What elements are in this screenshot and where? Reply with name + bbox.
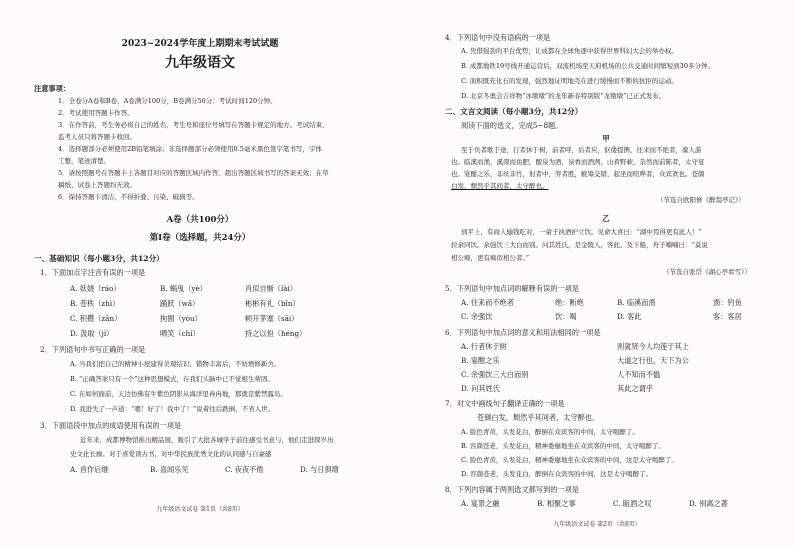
q1-option-d-1: D. 汲取（jí） <box>70 329 114 338</box>
q3-passage-line-1: 近年来，成都博物馆推出精品展，吸引了大批各城学子前往感受书意与，他们走进探岁历 <box>80 436 334 444</box>
q4-option-b: B. 成都地铁19号线开通运营后，双流机场至天府机场的公共交通时间缩短到30多分钟。 <box>461 62 714 70</box>
q3-option-a: A. 首作后继 <box>70 465 109 474</box>
q7-option-c: C. 脸色青黄，头发花白，精神委靡地坐在众宾客的中间，这是太守喝醉了。 <box>461 456 678 464</box>
q2-option-b: B. “正确答案只有一个”这种思想模式，在我们头脑中已不觉根生蒂固。 <box>70 375 275 383</box>
volume-a-heading: A卷（共100分） <box>166 215 234 225</box>
q7-option-a: A. 脸色青黄，头发花白，醉倒在众宾客的中间，太守喝醉了。 <box>461 428 639 436</box>
q5-option-b-text: B. 临溪而渔 <box>617 298 656 307</box>
q6-option-b-1: B. 宴酣之乐 <box>461 356 500 365</box>
q1-option-d-2: 哂笑（chǐ） <box>160 329 200 338</box>
q7-quote: 苍颜白发，颓然乎其间者，太守醉也。 <box>477 413 600 422</box>
note-4: 4．选择题部分必须使用2B铅笔填涂；非选择题部分必须使用0.5毫米黑色签字笔书写，字体 <box>58 145 322 153</box>
question-1: 1．下面加点字注音有误的一项是 <box>40 268 146 277</box>
passage-yi-label: 乙 <box>602 214 610 223</box>
subject-title: 九年级语文 <box>165 55 235 71</box>
q3-option-d: D. 与日俱增 <box>300 465 339 474</box>
note-5: 5．请按照题号在答题卡上各题目对应的答题区域内作答，超出答题区域书写的答案无效；在草 <box>58 169 329 177</box>
q1-option-c-3: 顿开茅塞（sāi） <box>245 314 299 323</box>
page-footer-right: 九年级语文试卷 第2页（共8页） <box>553 521 641 528</box>
q4-option-c: C. 面积既充化石的发现，强烈地证明地壳在进行缓慢而不断的抗拒的运动。 <box>461 77 678 85</box>
q4-option-a: A. 凭借强劲的平台优势，让成都在全球角逐中获得世界科幻大会的举办权。 <box>461 47 678 55</box>
q6-option-a-2: 则就贤今人均莲于其上 <box>617 342 689 351</box>
passage-jia-line-3: 也。宴酣之乐，非丝非竹，射者中，弈者胜，觥筹交错，起坐而喧哗者，众宾欢也。苍颜 <box>451 170 705 178</box>
question-6: 6．下列语句中加点词的意义和用法相同的一项是 <box>445 328 601 337</box>
q8-option-c: C. 瓯酒之叹 <box>613 499 652 508</box>
note-4-cont: 工整，笔迹清楚。 <box>58 157 110 165</box>
section-2-heading: 二、文言文阅读（每小题3分，共12分） <box>445 107 583 116</box>
q1-option-c-2: 拘囿（yòu） <box>160 314 202 323</box>
q1-option-c-1: C. 积攒（zǎn） <box>70 314 122 323</box>
note-1: 1．全卷分A卷和B卷，A卷满分100分，B卷满分50分；考试时间120分钟。 <box>58 97 277 105</box>
q6-option-c-2: 人不知而不愠 <box>617 370 661 379</box>
q1-option-b-3: 彬彬有礼（bīn） <box>245 299 300 308</box>
question-5: 5．下列语句中加点词的解释有误的一项是 <box>445 284 579 293</box>
q7-option-d: D. 容颜苍老，头发花白，醉倒在众宾客的中间，这是太守喝醉了。 <box>461 470 653 478</box>
note-5-cont: 稿纸、试卷上答题均无效。 <box>58 181 136 189</box>
q6-option-d-2: 其此之谓乎 <box>617 384 653 393</box>
note-3: 3．在作答前，考生务必将自己的姓名，考生号和座位号填写在答题卡规定的地方。考试结束， <box>58 121 329 129</box>
note-3-cont: 监考人员只将答题卡收回。 <box>58 133 136 141</box>
q5-option-b-gloss: 渔：钓鱼 <box>713 298 742 307</box>
question-2: 2．下列语句中书写正确的一项是 <box>40 345 146 354</box>
q3-option-c: C. 夜夜不倦 <box>225 465 264 474</box>
note-2: 2．考试使用答题卡作答。 <box>58 109 134 117</box>
q6-option-b-2: 大道之行也，天下为公 <box>617 356 689 365</box>
passage-yi-line-1: 到平上，有商人输钱吃对，一童子执酒护立饮。见命大喜曰：“湖中焉得更有此人！” <box>461 228 702 236</box>
passage-yi-line-2: 拉余同饮。余强饮三大白而别。问其姓氏，是金陵人，客此。及下船，舟子喃喃曰：“莫说 <box>451 241 708 249</box>
q5-option-c-text: C. 余强饮 <box>461 312 493 321</box>
q6-option-d-1: D. 问其姓氏 <box>461 384 500 393</box>
passage-jia-label: 甲 <box>602 134 610 143</box>
question-8: 8．下列内容属于两则选文都写到的一项是 <box>445 485 579 494</box>
passage-jia-line-1: 至于负者歌于途，行者休于树，前者呼，后者应，伛偻提携，往来而不绝者，滁人游 <box>461 146 702 154</box>
q2-option-d: D. 我进失了一声道：“嗯！好了！我中了！”说着往后跌倒，不省人世。 <box>70 405 275 413</box>
page-footer-left: 九年级语文试卷 第1页（共8页） <box>156 506 244 513</box>
q1-option-a-3: 肖似自惭（lài） <box>245 284 298 293</box>
q6-option-c-1: C. 余强饮三大白而别 <box>461 370 529 379</box>
q7-option-b: B. 容颜苍老，头发花白，精神委靡地坐在众宾客的中间，太守喝醉了。 <box>461 442 665 450</box>
passage-yi-source: （节选自张岱《湖心亭看雪》） <box>663 268 751 276</box>
exam-title: 2023~2024学年度上期期末考试试题 <box>121 39 279 49</box>
q1-option-b-1: B. 苍秩（zhì） <box>70 299 120 308</box>
question-4: 4．下列语句中没有语病的一项是 <box>445 33 551 42</box>
q8-option-a: A. 宴景之融 <box>461 499 500 508</box>
q5-option-a-gloss: 绝：断绝 <box>555 298 584 307</box>
part-one-heading: 第Ⅰ卷（选择题，共24分） <box>149 233 251 243</box>
q8-option-b: B. 相聚之事 <box>537 499 576 508</box>
q1-option-a-1: A. 妖娆（ráo） <box>70 284 121 293</box>
notes-label: 注意事项： <box>34 84 70 93</box>
q4-option-d: D. 北京冬奥会吉祥物“冰墩墩”的龙年新春特别版“龙墩墩”已正式发布。 <box>461 92 666 100</box>
q2-option-c: C. 在如何面前，天边仿佛有牛紫色阴影从海洋里冉冉地，那就是紫禁露岛。 <box>70 390 287 398</box>
q2-option-a: A. 当我们把自己的精神小屋建得美观结识、错物丰富后，不妨增修新舍。 <box>70 360 281 368</box>
page-right <box>397 0 794 549</box>
passage-jia-line-2: 也。临溪而渔，溪深而鱼肥，酿泉为酒，泉香而酒洌，山肴野蔌，杂然而前陈者，太守宴 <box>451 158 705 166</box>
passage-yi-line-3: 相公痴，更有痴似相公者。” <box>451 254 530 262</box>
q5-option-d-gloss: 客：客居 <box>713 312 742 321</box>
q1-option-b-2: 踊跃（wǎ） <box>160 299 200 308</box>
q3-passage-line-2: 史文化长廊。对于喜爱读古书，对中华民族优秀文化的认同感与自豪感 <box>70 450 272 458</box>
question-7: 7．对文中画线句子翻译正确的一项是 <box>445 399 565 408</box>
section-2-intro: 阅读下面的选文，完成5~8题。 <box>461 121 563 130</box>
q5-option-a-text: A. 往来而不绝者 <box>461 298 514 307</box>
passage-jia-line-4: 白发，颓然乎其间者，太守醉也。 <box>451 182 549 190</box>
q5-option-c-gloss: 饮：喝 <box>555 312 577 321</box>
q1-option-d-3: 持之以恒（héng） <box>245 329 307 338</box>
question-3: 3．下面语段中加点的成语使用有误的一项是 <box>40 421 182 430</box>
note-6: 6．保持答题卡清洁，不得折叠、污染、破损等。 <box>58 193 199 201</box>
q1-option-a-2: B. 蜗曳（yè） <box>160 284 207 293</box>
q5-option-d-text: D. 客此 <box>617 312 642 321</box>
q6-option-a-1: A. 行者休于树 <box>461 342 507 351</box>
passage-jia-source: （节选自欧阳修《醉翁亭记》） <box>657 196 745 204</box>
q3-option-b: B. 喜闻乐见 <box>150 465 189 474</box>
q8-option-d: D. 别离之著 <box>689 499 728 508</box>
section-1-heading: 一、基础知识（每小题3分，共12分） <box>34 254 164 263</box>
